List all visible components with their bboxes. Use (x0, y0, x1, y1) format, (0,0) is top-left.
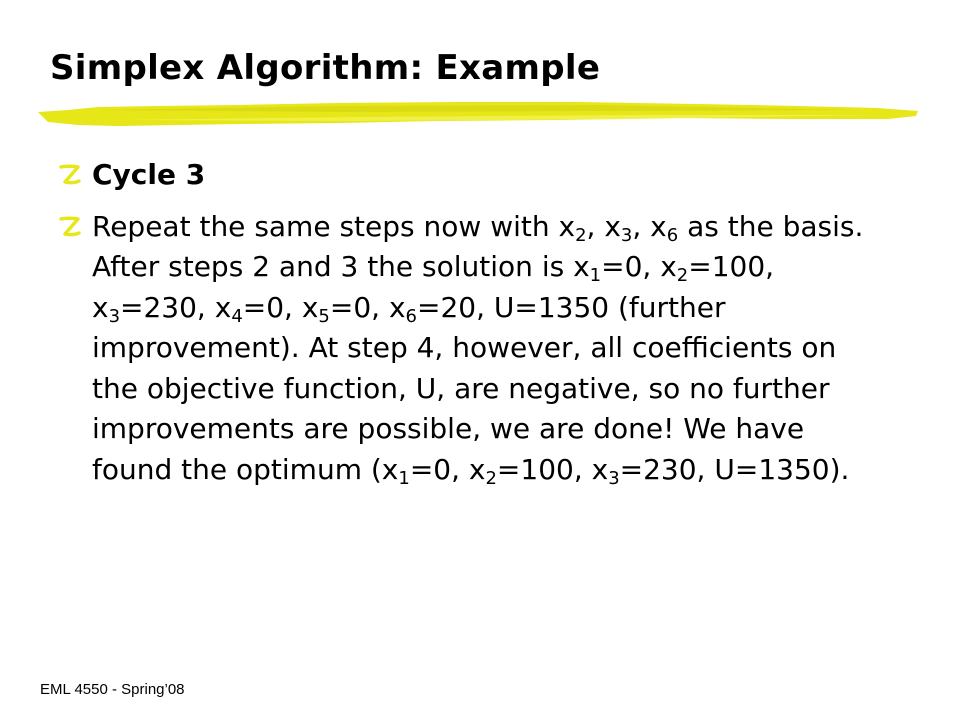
subscript: 6 (405, 305, 417, 327)
z-bullet-icon (56, 155, 86, 195)
subscript: 3 (620, 224, 633, 246)
title-underline-brushstroke (38, 98, 918, 132)
footer-course-label: EML 4550 - Spring’08 (40, 681, 185, 698)
subscript: 2 (676, 265, 689, 286)
cycle-heading: Cycle 3 (92, 158, 206, 191)
bullet-item (56, 155, 876, 196)
bullet-body-text: Repeat the same steps now with $x_2$, $x_3$, $x_6$ as the basis. After steps 2 and 3 the solution is $x_1=0$, $x_2=100$, $x_3=230$, $x_4=0$, $x_5=0$, $x_6=20$, U=1350 (further improvement). At step 4, however, all coefficients on the objective function, U, are negative, so no further improvements are possible, we are done! We have found the optimum ($x_1=0$, $x_2=100$, $x_3=230$, U=1350). (92, 209, 864, 489)
subscript: 5 (318, 305, 330, 327)
subscript: 1 (589, 265, 602, 286)
bullet-item (56, 207, 876, 491)
subscript: 3 (108, 305, 121, 327)
subscript: 3 (608, 467, 620, 489)
subscript: 2 (575, 224, 587, 246)
subscript: 6 (666, 224, 679, 246)
subscript: 2 (485, 467, 497, 489)
z-bullet-icon (56, 207, 86, 247)
bullet-list (56, 155, 876, 501)
subscript: 4 (231, 305, 243, 327)
subscript: 1 (398, 467, 410, 489)
slide-title: Simplex Algorithm: Example (50, 48, 601, 88)
